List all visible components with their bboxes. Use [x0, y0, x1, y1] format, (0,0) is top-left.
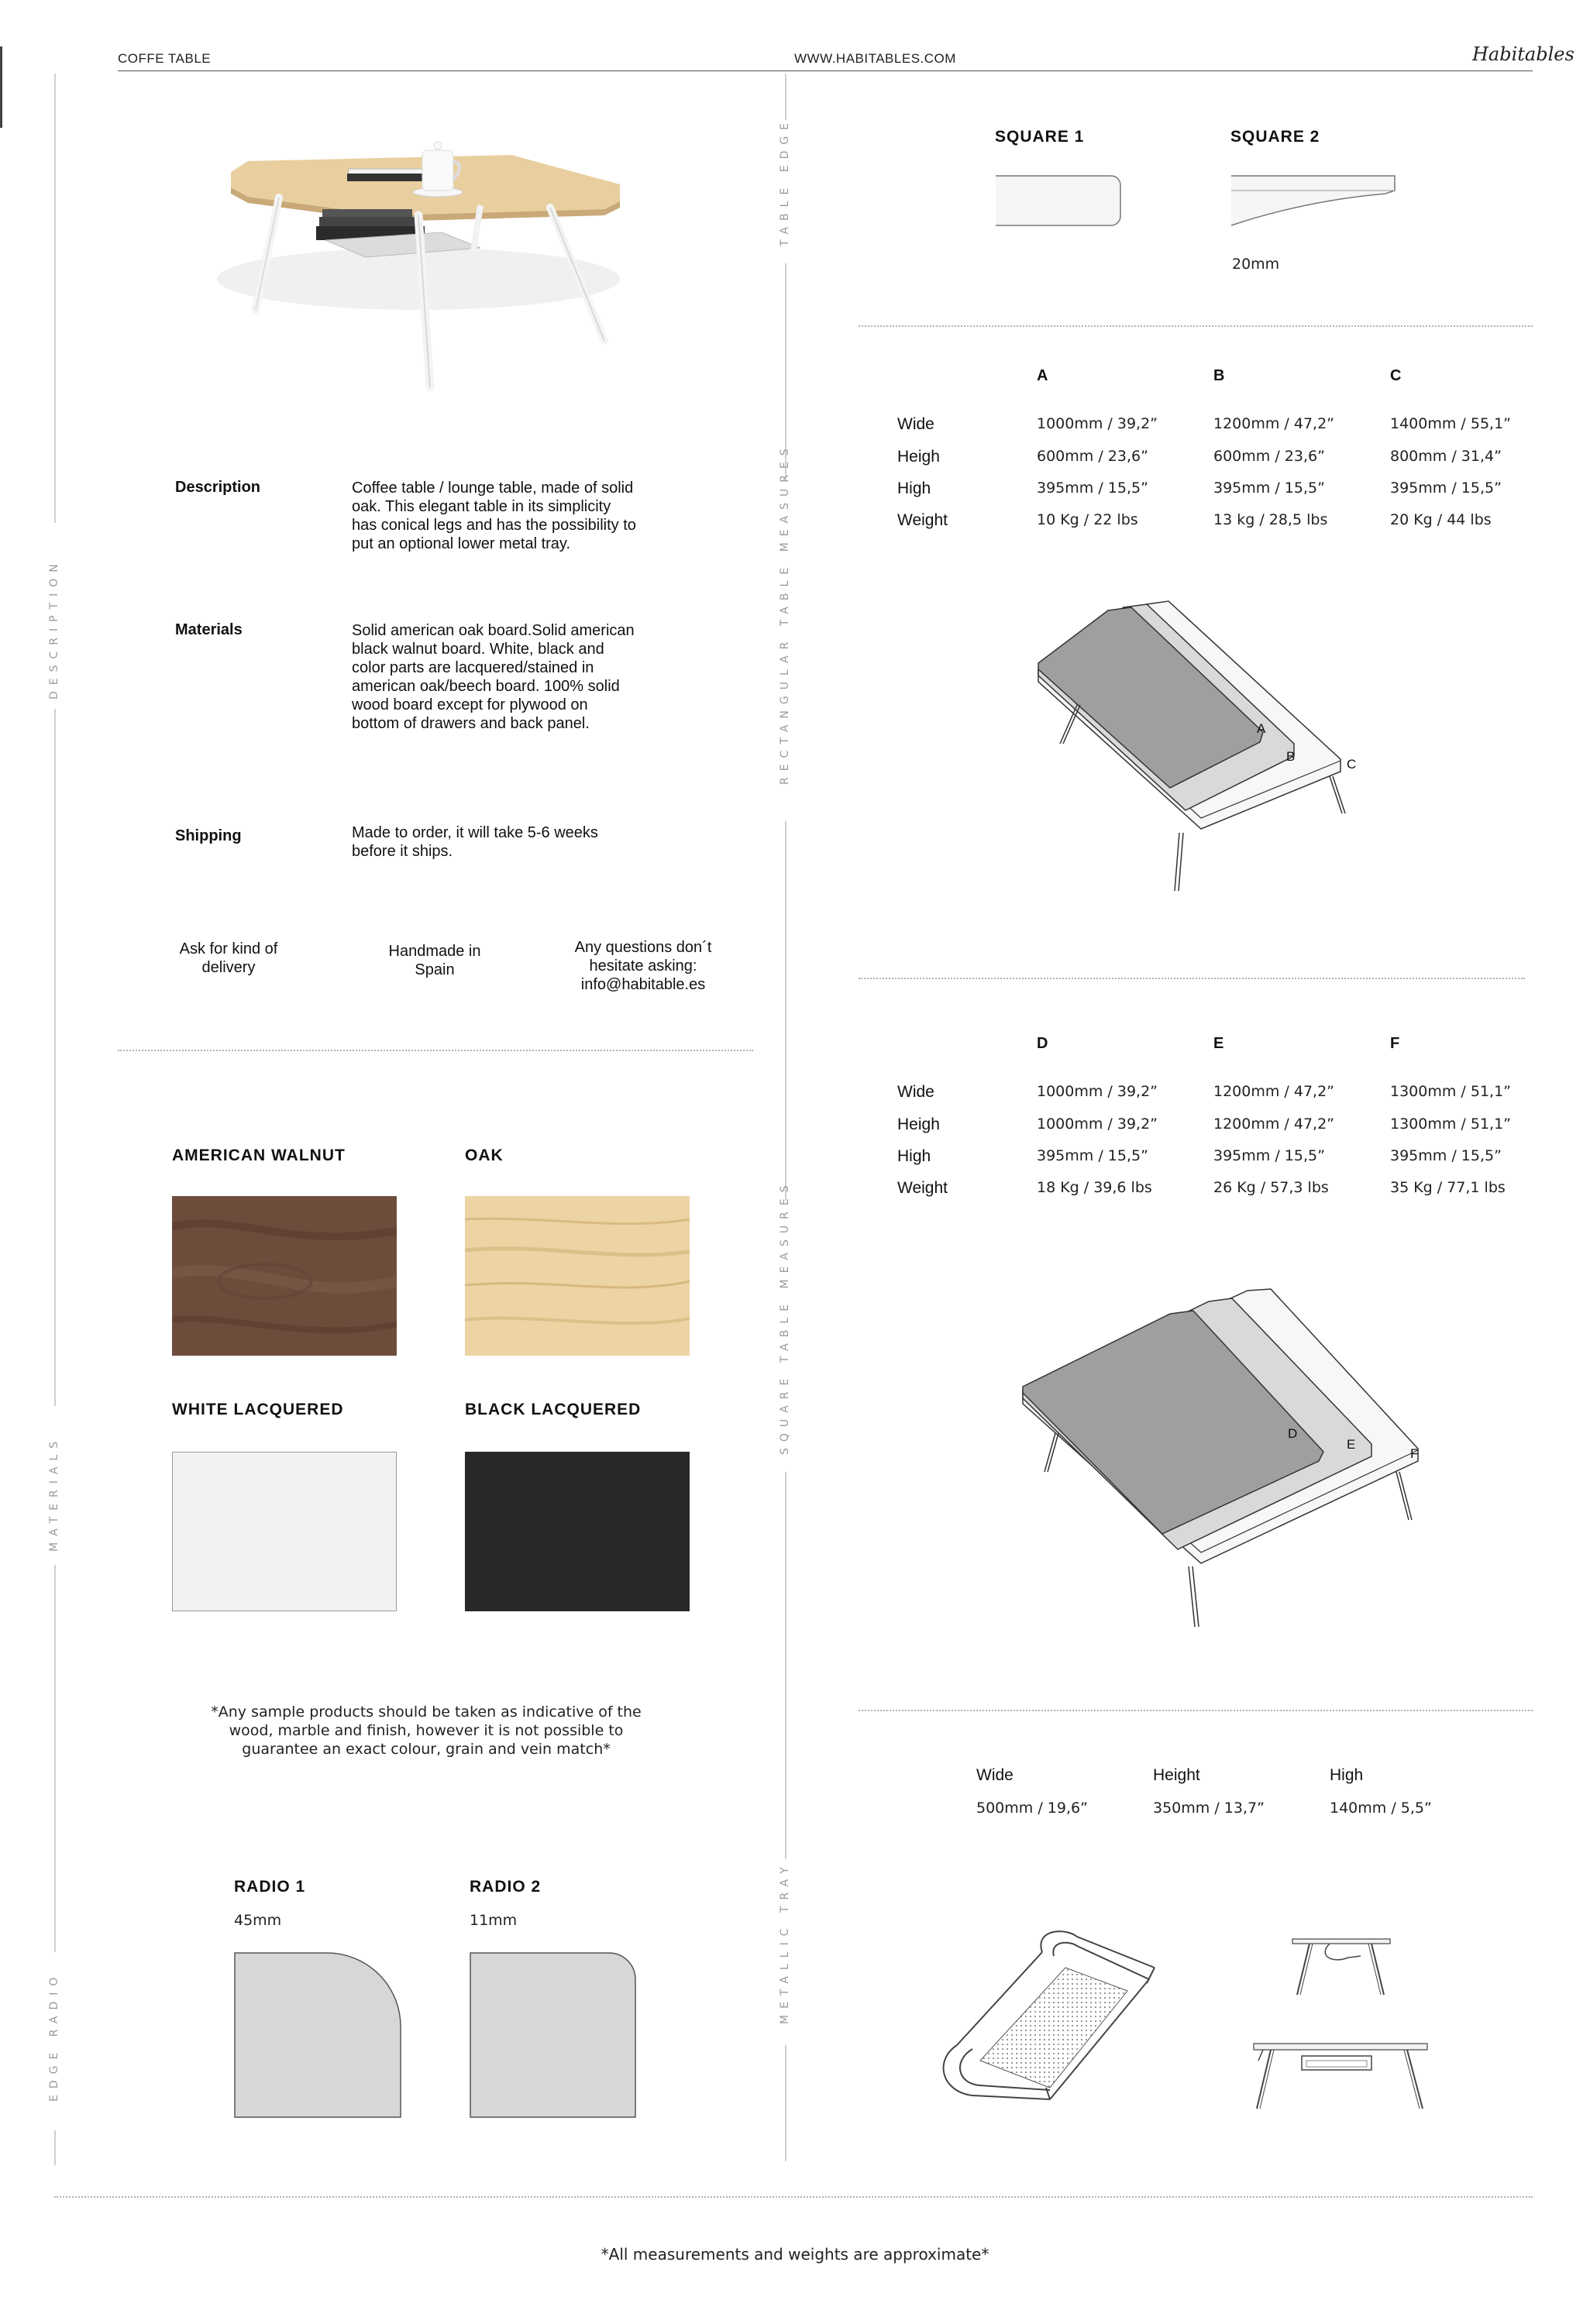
rect-cell: 800mm / 31,4” — [1390, 448, 1502, 465]
badge-delivery: Ask for kind of delivery — [179, 940, 278, 976]
rect-row-label: Heigh — [897, 448, 940, 466]
sq-col-e: E — [1213, 1035, 1224, 1052]
rect-cell: 395mm / 15,5” — [1213, 480, 1325, 497]
page-edge-mark — [0, 46, 2, 128]
sq-cell: 18 Kg / 39,6 lbs — [1037, 1179, 1152, 1196]
left-rule-2 — [54, 709, 56, 1406]
tray-col-wide: Wide — [976, 1766, 1014, 1784]
rect-cell: 1400mm / 55,1” — [1390, 415, 1511, 432]
radio1-shape — [234, 1952, 401, 2118]
rect-cell: 395mm / 15,5” — [1037, 480, 1148, 497]
mid-rule-4 — [785, 1472, 786, 1859]
label-description: DESCRIPTION — [48, 558, 60, 700]
label-metallic-tray: METALLIC TRAY — [779, 1861, 791, 2024]
metal-tray-drawing — [926, 1921, 1166, 2123]
sq-cell: 1200mm / 47,2” — [1213, 1116, 1334, 1133]
divider-description — [118, 1050, 753, 1051]
doc-title: COFFE TABLE — [118, 51, 212, 66]
radio1-label: RADIO 1 — [234, 1878, 306, 1896]
coffee-table-photo — [186, 116, 651, 426]
tray-value-height: 350mm / 13,7” — [1153, 1800, 1265, 1817]
shipping-text: Made to order, it will take 5-6 weeks before it ships. — [352, 824, 598, 860]
sq-drawing-label-d: D — [1288, 1426, 1298, 1441]
edge-thickness: 20mm — [1232, 256, 1280, 273]
swatch-oak[interactable] — [465, 1196, 690, 1356]
table-with-tray-side-view — [1286, 1933, 1395, 2003]
rect-cell: 10 Kg / 22 lbs — [1037, 511, 1138, 528]
sq-col-f: F — [1390, 1035, 1400, 1052]
swatch-black-label: BLACK LACQUERED — [465, 1401, 642, 1418]
divider-square — [859, 1710, 1533, 1711]
sq-row-label: Heigh — [897, 1116, 940, 1133]
swatch-walnut-label: AMERICAN WALNUT — [172, 1147, 346, 1164]
tray-col-high: High — [1330, 1766, 1364, 1784]
rect-table-drawing — [1031, 596, 1395, 906]
square2-label: SQUARE 2 — [1230, 128, 1320, 146]
swatch-white-label: WHITE LACQUERED — [172, 1401, 344, 1418]
header-rule — [118, 70, 1533, 71]
rect-cell: 20 Kg / 44 lbs — [1390, 511, 1492, 528]
label-square: SQUARE TABLE MEASURES — [779, 1179, 791, 1455]
sq-row-label: High — [897, 1147, 931, 1165]
rect-row-label: Weight — [897, 511, 948, 529]
rect-row-label: High — [897, 480, 931, 497]
mid-rule-1 — [785, 74, 786, 120]
rect-row-label: Wide — [897, 415, 934, 433]
swatch-white[interactable] — [172, 1452, 397, 1611]
mid-rule-3 — [785, 821, 786, 1201]
sq-cell: 1000mm / 39,2” — [1037, 1116, 1158, 1133]
sq-cell: 1200mm / 47,2” — [1213, 1083, 1334, 1100]
rect-drawing-label-b: B — [1286, 749, 1296, 764]
tray-value-high: 140mm / 5,5” — [1330, 1800, 1432, 1817]
sq-row-label: Weight — [897, 1179, 948, 1197]
swatch-oak-label: OAK — [465, 1147, 504, 1164]
website-link[interactable]: WWW.HABITABLES.COM — [794, 51, 956, 66]
materials-text: Solid american oak board.Solid american black walnut board. White, black and color parts are lacquered/stained in american oak/beech board. 100% solid wood board except for plywood on bottom of drawers and back panel. — [352, 622, 635, 732]
rect-col-b: B — [1213, 367, 1225, 384]
radio2-value: 11mm — [470, 1912, 518, 1929]
sq-row-label: Wide — [897, 1083, 934, 1101]
label-materials: MATERIALS — [48, 1435, 60, 1552]
swatch-walnut[interactable] — [172, 1196, 397, 1356]
footer-note: *All measurements and weights are approximate* — [601, 2245, 989, 2264]
square1-label: SQUARE 1 — [995, 128, 1085, 146]
sq-drawing-label-e: E — [1347, 1437, 1356, 1452]
sq-col-d: D — [1037, 1035, 1048, 1052]
tray-col-height: Height — [1153, 1766, 1200, 1784]
divider-rect — [859, 978, 1525, 979]
description-label: Description — [175, 479, 261, 496]
sq-cell: 395mm / 15,5” — [1213, 1147, 1325, 1164]
square1-profile — [995, 175, 1122, 226]
square2-profile — [1230, 175, 1401, 226]
rect-cell: 1000mm / 39,2” — [1037, 415, 1158, 432]
rect-col-c: C — [1390, 367, 1402, 384]
mid-rule-5 — [785, 2045, 786, 2161]
rect-cell: 13 kg / 28,5 lbs — [1213, 511, 1328, 528]
swatch-black[interactable] — [465, 1452, 690, 1611]
sq-cell: 395mm / 15,5” — [1037, 1147, 1148, 1164]
sq-drawing-label-f: F — [1410, 1446, 1419, 1461]
sq-cell: 26 Kg / 57,3 lbs — [1213, 1179, 1329, 1196]
tray-value-wide: 500mm / 19,6” — [976, 1800, 1088, 1817]
left-rule-4 — [54, 2130, 56, 2165]
label-table-edge: TABLE EDGE — [779, 116, 791, 246]
rect-drawing-label-c: C — [1347, 757, 1357, 772]
radio2-label: RADIO 2 — [470, 1878, 542, 1896]
sq-cell: 1300mm / 51,1” — [1390, 1116, 1511, 1133]
left-rule-3 — [54, 1565, 56, 1952]
label-edge-radio: EDGE RADIO — [48, 1971, 60, 2102]
rect-cell: 600mm / 23,6” — [1213, 448, 1325, 465]
rect-cell: 395mm / 15,5” — [1390, 480, 1502, 497]
square-table-drawing — [1015, 1286, 1433, 1635]
description-text: Coffee table / lounge table, made of solid oak. This elegant table in its simplicity has conical legs and has the possibility to put an optional lower metal tray. — [352, 480, 636, 552]
rect-cell: 1200mm / 47,2” — [1213, 415, 1334, 432]
table-with-tray-front-view — [1248, 2037, 1433, 2115]
sq-cell: 1000mm / 39,2” — [1037, 1083, 1158, 1100]
sq-cell: 1300mm / 51,1” — [1390, 1083, 1511, 1100]
brand-logo: Habitables — [1472, 43, 1575, 65]
radio1-value: 45mm — [234, 1912, 282, 1929]
left-rule-1 — [54, 74, 56, 523]
radio2-shape — [470, 1952, 637, 2118]
badge-contact[interactable]: Any questions don´t hesitate asking: info@habitable.es — [574, 939, 712, 993]
sq-cell: 395mm / 15,5” — [1390, 1147, 1502, 1164]
rect-drawing-label-a: A — [1257, 721, 1266, 736]
sq-cell: 35 Kg / 77,1 lbs — [1390, 1179, 1506, 1196]
rect-cell: 600mm / 23,6” — [1037, 448, 1148, 465]
divider-edge — [859, 325, 1533, 327]
materials-label: Materials — [175, 621, 243, 638]
badge-handmade: Handmade in Spain — [388, 943, 481, 978]
label-rectangular: RECTANGULAR TABLE MEASURES — [779, 442, 791, 785]
shipping-label: Shipping — [175, 827, 242, 844]
footer-rule — [54, 2196, 1533, 2198]
sample-disclaimer: *Any sample products should be taken as indicative of the wood, marble and finish, however it is not possible to guarantee an exact colour, grain and vein match* — [211, 1703, 642, 1758]
rect-col-a: A — [1037, 367, 1048, 384]
